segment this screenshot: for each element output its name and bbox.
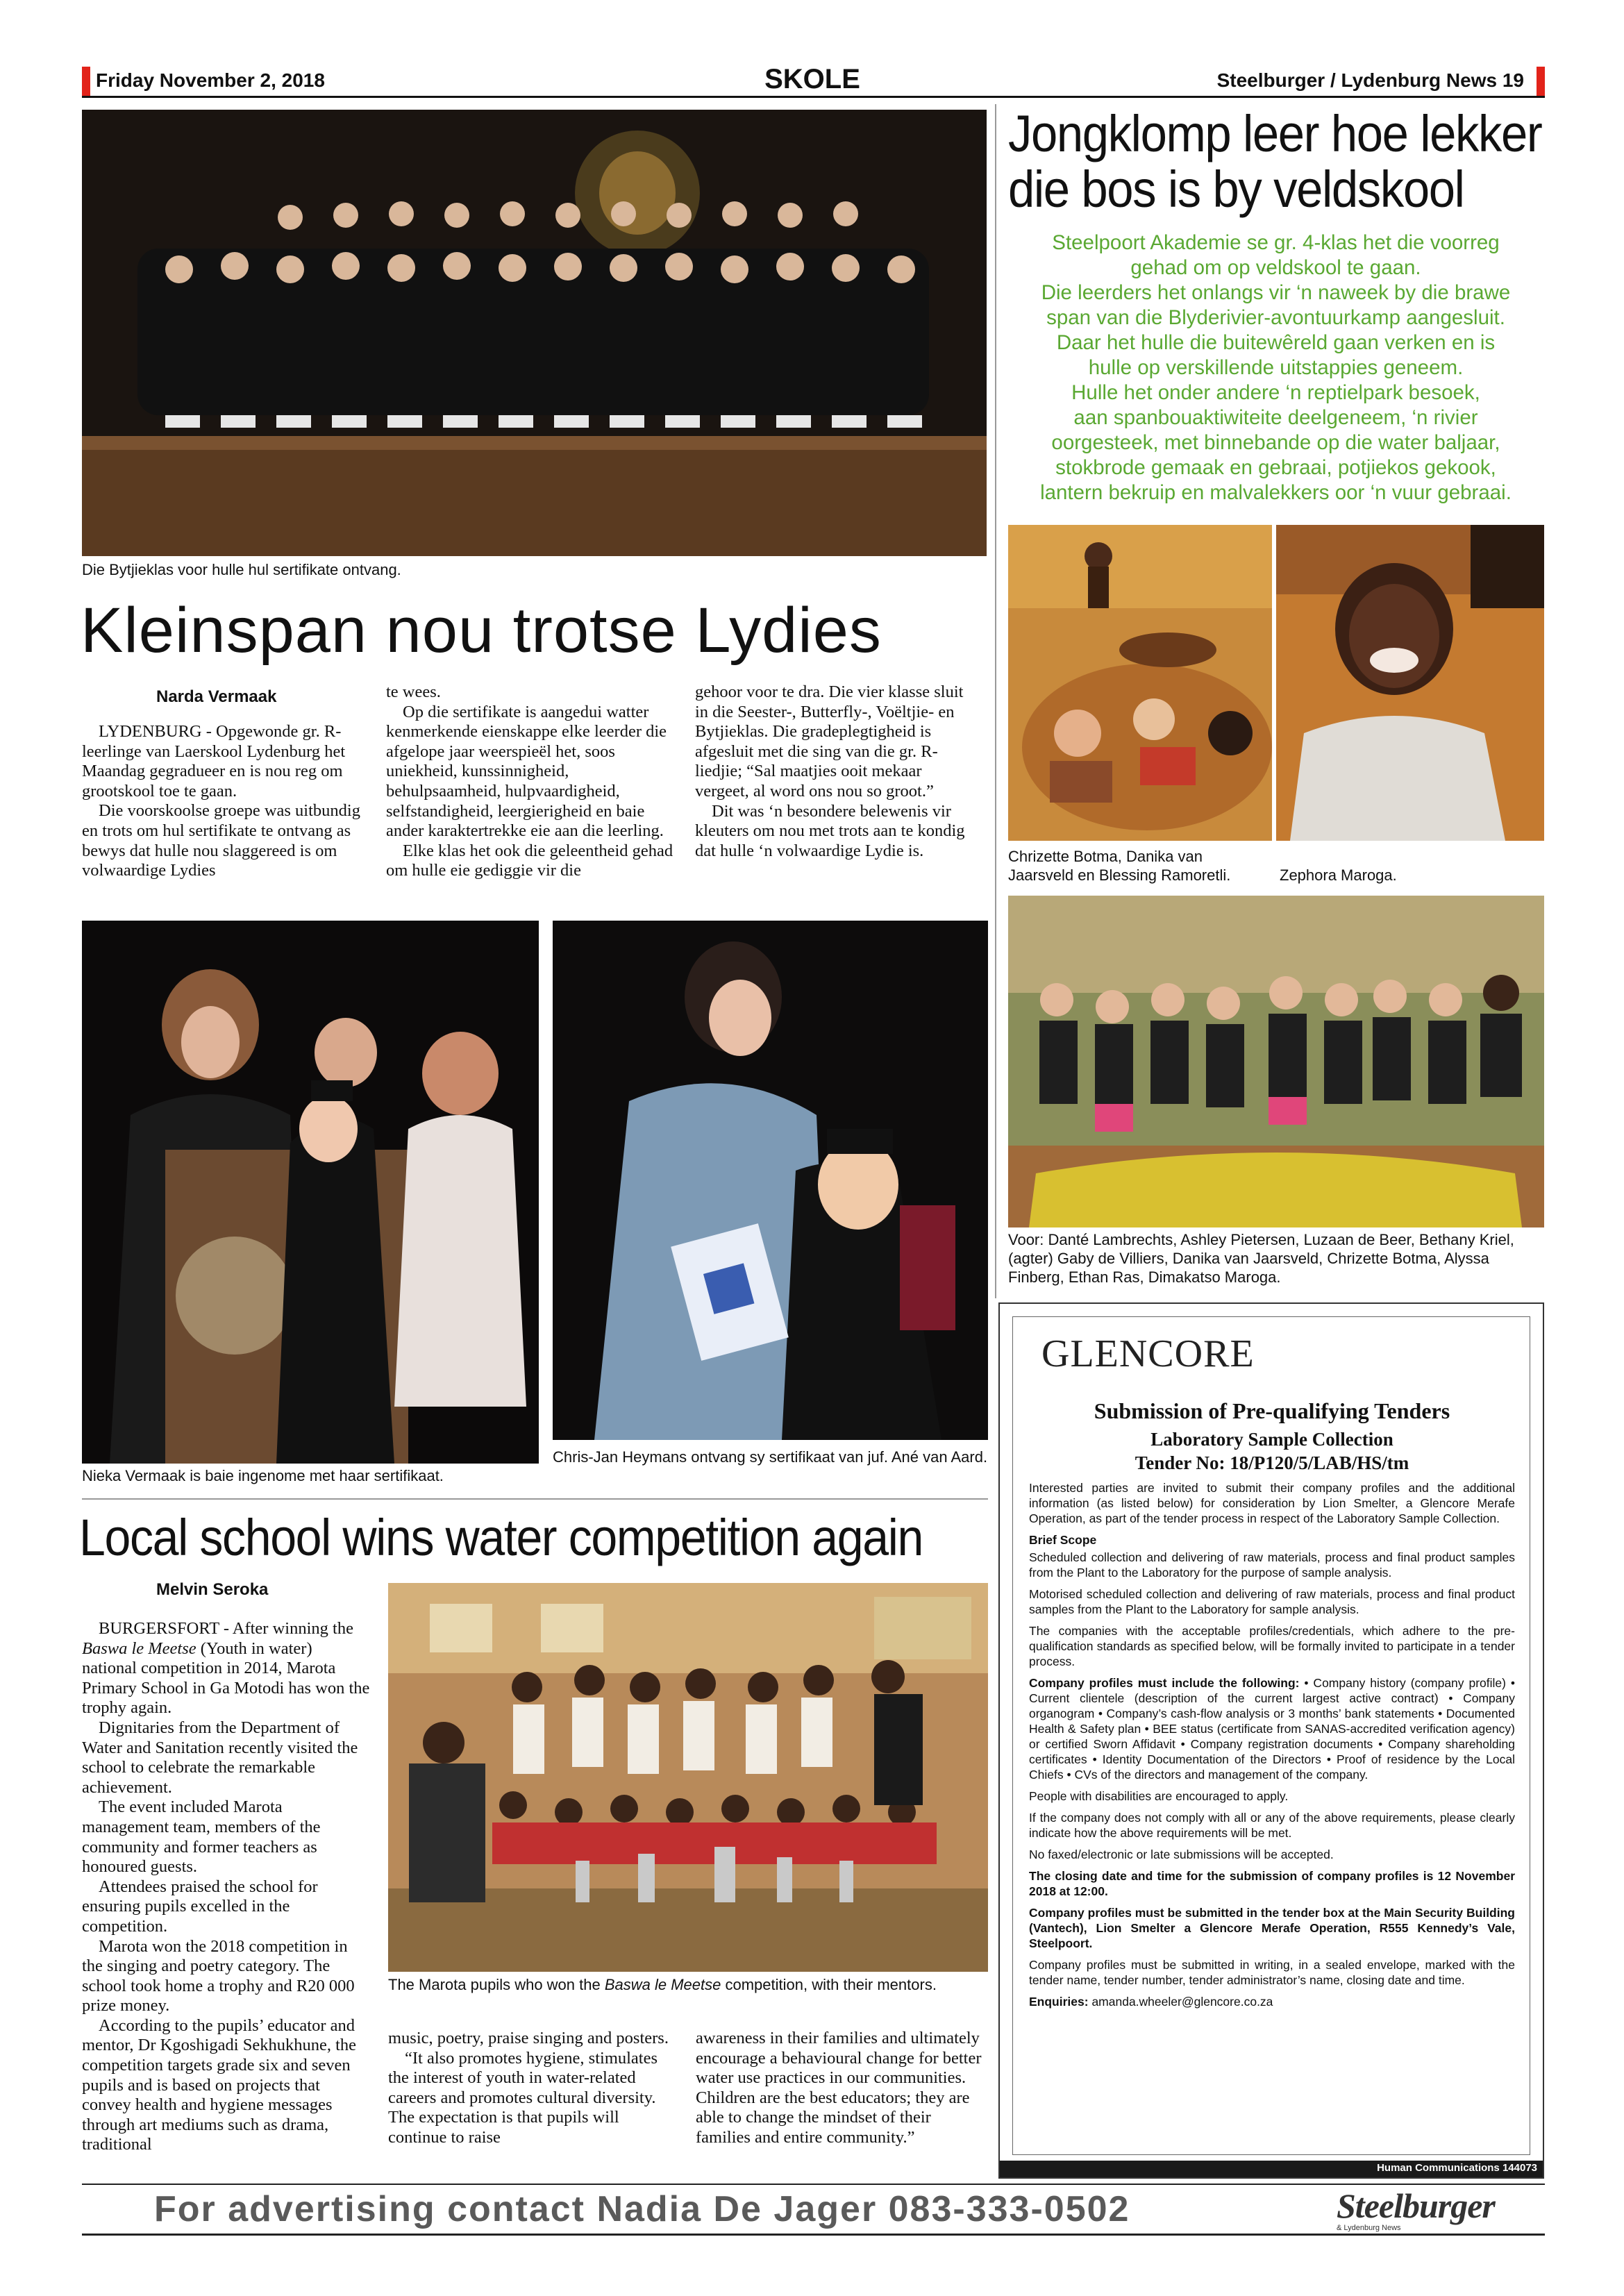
article2-text-run: BURGERSFORT - After winning the — [99, 1619, 353, 1638]
article3-headline-line2: die bos is by veldskool — [1008, 160, 1464, 218]
article1-col1-para: LYDENBURG - Opgewonde gr. R-leerlinge van Laerskool Lydenburg het Maandag gegradueer en is nou reg om grootskool toe te gaan. — [82, 722, 346, 801]
tender-scope-2: Motorised scheduled collection and delivering of raw materials, process and final product samples from the Plant to the Laboratory for sample analysis. — [1029, 1587, 1515, 1616]
tender-writing: Company profiles must be submitted in writing, in a sealed envelope, marked with the tender name, tender number, tender administrator’s name, closing date and time. — [1029, 1958, 1515, 1987]
tender-noncomply: If the company does not comply with all or any of the above requirements, please clearly indicate how the above requirements will be met. — [1029, 1811, 1515, 1840]
marota-caption-emphasis: Baswa le Meetse — [604, 1976, 721, 1993]
photo-left-caption: Nieka Vermaak is baie ingenome met haar sertifikaat. — [82, 1467, 444, 1484]
tender-profiles-heading: Company profiles must include the following: — [1029, 1676, 1300, 1690]
article3-headline-line1: Jongklomp leer hoe lekker — [1008, 105, 1542, 162]
right-column-rule — [995, 104, 996, 1298]
top-photo-caption: Die Bytjieklas voor hulle hul sertifikate ontvang. — [82, 561, 401, 578]
article3-intro-line: Daar het hulle die buitewêreld gaan verken en is — [1056, 331, 1496, 354]
article1-byline: Narda Vermaak — [156, 687, 277, 706]
article2-col2-para: “It also promotes hygiene, stimulates the interest of youth in water-related careers and promotes cultural diversity. The expectation is that pupils will continue to raise — [388, 2048, 658, 2147]
article3-intro-line: stokbrode gemaak en gebraai, potjiekos gekook, — [1055, 456, 1496, 479]
header-left-marker — [82, 67, 90, 96]
header-paper: Steelburger / Lydenburg News 19 — [1216, 69, 1524, 91]
tender-profiles — [1029, 1675, 1515, 1782]
article2-col1-para-text — [82, 1619, 369, 1717]
tender-subtitle: Laboratory Sample Collection — [1150, 1429, 1393, 1450]
tender-scope-1: Scheduled collection and delivering of raw materials, process and final product samples from the Plant to the Laboratory for the purpose of sample analysis. — [1029, 1550, 1515, 1579]
marota-caption-post: competition, with their mentors. — [721, 1976, 937, 1993]
article3-intro-line: lantern bekruip en malvalekkers oor ‘n vuur gebraai. — [1040, 481, 1512, 504]
article2-col1-para: The event included Marota management team, members of the community and former teachers as honoured guests. — [82, 1798, 321, 1877]
tender-profiles-list: • Company history (company profile) • Current clientele (description of the current largest active contract) • Company organogram • Company’s cash-flow analysis or 3 months’ bank statements • Documented Health & Safety plan • BEE status (certificate from SANAS-accredited verification agency) or certified Sworn Affidavit • Company registration documents • Company shareholding certificates • Identity Documentation of the Directors • Proof of residence by the Local Chiefs • CVs of the directors and management of the company. — [1029, 1676, 1515, 1782]
tender-number: Tender No: 18/P120/5/LAB/HS/tm — [1135, 1452, 1409, 1473]
article3-intro-line: Hulle het onder andere ‘n reptielpark besoek, — [1071, 381, 1480, 404]
article2-col3-cont: awareness in their families and ultimately encourage a behavioural change for better water use practices in our communities. Children are the best educators; they are able to change the mindset of their families and entire community.” — [696, 2029, 982, 2147]
competition-name: Baswa le Meetse — [82, 1639, 196, 1658]
tender-intro: Interested parties are invited to submit their company profiles and the additional information (as listed below) for consideration by Lion Smelter, a Glencore Merafe Operation, as part of the tender process in respect of the Laboratory Sample Collection. — [1029, 1481, 1515, 1525]
marota-pupils-photo — [388, 1583, 988, 1972]
article2-col2 — [388, 2029, 676, 2148]
group-boat-photo — [1008, 896, 1544, 1227]
tender-companies: The companies with the acceptable profiles/credentials, which adhere to the pre-qualification standards as specified below, will be formally invited to participate in a tender process. — [1029, 1624, 1515, 1668]
article2-col1 — [82, 1619, 371, 2155]
article1-col1-para: Die voorskoolse groepe was uitbundig en trots om hul sertifikate te ontvang as bewys dat hulle nou slaggereed is om volwaardige Lydies — [82, 801, 360, 880]
marota-photo-caption — [388, 1975, 957, 1994]
article2-col3 — [696, 2029, 984, 2148]
article3-intro-line: oorgesteek, met binnebande op die water baljaar, — [1051, 431, 1500, 454]
tender-disabilities: People with disabilities are encouraged to apply. — [1029, 1789, 1289, 1803]
article2-col1-para: According to the pupils’ educator and mentor, Dr Kgoshigadi Sekhukhune, the competition targets grade six and seven pupils and is based on projects that convey health and hygiene messages through art mediums such as drama, traditional — [82, 2016, 357, 2154]
article1-col2 — [386, 682, 676, 881]
article2-col1-para: Dignitaries from the Department of Water and Sanitation recently visited the school to celebrate the remarkable achievement. — [82, 1718, 358, 1797]
article1-headline: Kleinspan nou trotse Lydies — [81, 595, 882, 666]
article2-headline: Local school wins water competition again — [79, 1509, 923, 1566]
marota-caption-pre: The Marota pupils who won the — [388, 1976, 605, 1993]
article1-col3 — [695, 682, 980, 861]
article1-col3-cont: gehoor voor te dra. Die vier klasse sluit in die Seester-, Butterfly-, Voëltjie- en Bytjieklas. Die gradeplegtigheid is afgesluit met die sing van die gr. R-liedjie; “Sal maatjies ooit mekaar vergeet, al word ons nou so groot.” — [695, 682, 964, 801]
tender-body — [1029, 1480, 1515, 2016]
tender-closing: The closing date and time for the submission of company profiles is 12 November 2018 at 12:00. — [1029, 1869, 1515, 1898]
tender-enquiries-label: Enquiries: — [1029, 1995, 1089, 2009]
tender-submit: Company profiles must be submitted in the tender box at the Main Security Building (Vantech), Lion Smelter a Glencore Merafe Operation, R555 Kennedy’s Vale, Steelpoort. — [1029, 1906, 1515, 1950]
tender-advert — [998, 1302, 1544, 2179]
footer-rule — [82, 2184, 1545, 2185]
zephora-maroga-photo — [1276, 525, 1544, 841]
article2-col1-para — [82, 1619, 371, 1718]
header-section: SKOLE — [764, 64, 860, 94]
bytjieklas-stage-photo — [82, 110, 987, 556]
article3-intro-line: Steelpoort Akademie se gr. 4-klas het die voorreg — [1052, 231, 1500, 254]
article2-col1-para: Marota won the 2018 competition in the singing and poetry category. The school took home a trophy and R20 000 prize money. — [82, 1936, 355, 2016]
article3-intro-line: gehad om op veldskool te gaan. — [1130, 256, 1421, 279]
header-date: Friday November 2, 2018 — [96, 69, 325, 91]
agency-credit: Human Communications 144073 — [1377, 2162, 1537, 2174]
article3-intro — [1007, 231, 1545, 505]
article2-text-run: (Youth in water) national competition in 2014, Marota Primary School in Ga Motodi has won the trophy again. — [82, 1639, 370, 1718]
article1-col2-cont: te wees. — [386, 682, 441, 701]
article3-intro-line: span van die Blyderivier-avontuurkamp aangesluit. — [1046, 306, 1505, 329]
article3-intro-line: Die leerders het onlangs vir ‘n naweek by die brawe — [1041, 281, 1511, 304]
river-crawl-photo — [1008, 525, 1272, 841]
footer-advertising: For advertising contact Nadia De Jager 083-333-0502 — [154, 2189, 1130, 2229]
article2-col1-para: Attendees praised the school for ensuring pupils excelled in the competition. — [82, 1877, 318, 1936]
glencore-logo: GLENCORE — [1041, 1332, 1255, 1375]
article2-col2-cont: music, poetry, praise singing and posters. — [388, 2029, 669, 2047]
chris-jan-heymans-photo — [553, 921, 988, 1440]
article3-intro-line: aan spanbouaktiwiteite deelgeneem, ‘n rivier — [1073, 406, 1478, 429]
article1-col1 — [82, 722, 367, 881]
article2-rule — [82, 1498, 988, 1500]
group-photo-caption: Voor: Danté Lambrechts, Ashley Pietersen, Luzaan de Beer, Bethany Kriel, (agter) Gaby de Villiers, Danika van Jaarsveld, Chrizette Botma, Alyssa Finberg, Ethan Ras, Dimakatso Maroga. — [1008, 1231, 1514, 1286]
nieka-vermaak-photo — [82, 921, 539, 1464]
footer-brand-logo: Steelburger — [1337, 2186, 1495, 2225]
zephora-photo-caption: Zephora Maroga. — [1280, 866, 1397, 884]
tender-scope-heading: Brief Scope — [1029, 1533, 1097, 1547]
article1-col2-para: Op die sertifikate is aangedui watter kenmerkende eienskappe elke leerder die afgelope jaar weerspieël het, soos uniekheid, kunssinnigheid, behulpsaamheid, hulpvaardigheid, selfstandigheid, leergierigheid en baie ander karaktertrekke eie aan die leerling. — [386, 702, 667, 841]
tender-nofax: No faxed/electronic or late submissions will be accepted. — [1029, 1847, 1334, 1861]
footer-brand-sub: & Lydenburg News — [1337, 2224, 1401, 2232]
article3-intro-line: hulle op verskillende uitstappies geneem. — [1088, 356, 1464, 379]
article1-col2-para: Elke klas het ook die geleentheid gehad om hulle eie gediggie vir die — [386, 841, 673, 880]
river-photo-caption: Chrizette Botma, Danika van Jaarsveld en Blessing Ramoretli. — [1008, 848, 1231, 884]
tender-enquiries — [1029, 1994, 1515, 2009]
tender-title: Submission of Pre-qualifying Tenders — [1094, 1398, 1450, 1423]
header-rule — [82, 96, 1545, 98]
header-right-marker — [1537, 67, 1545, 96]
article2-byline: Melvin Seroka — [156, 1580, 269, 1599]
photo-mid-caption: Chris-Jan Heymans ontvang sy sertifikaat van juf. Ané van Aard. — [553, 1448, 988, 1466]
tender-enquiries-email: amanda.wheeler@glencore.co.za — [1088, 1995, 1273, 2009]
article1-col3-para: Dit was ‘n besondere belewenis vir kleuters om nou met trots aan te kondig dat hulle ‘n volwaardige Lydie is. — [695, 801, 965, 860]
